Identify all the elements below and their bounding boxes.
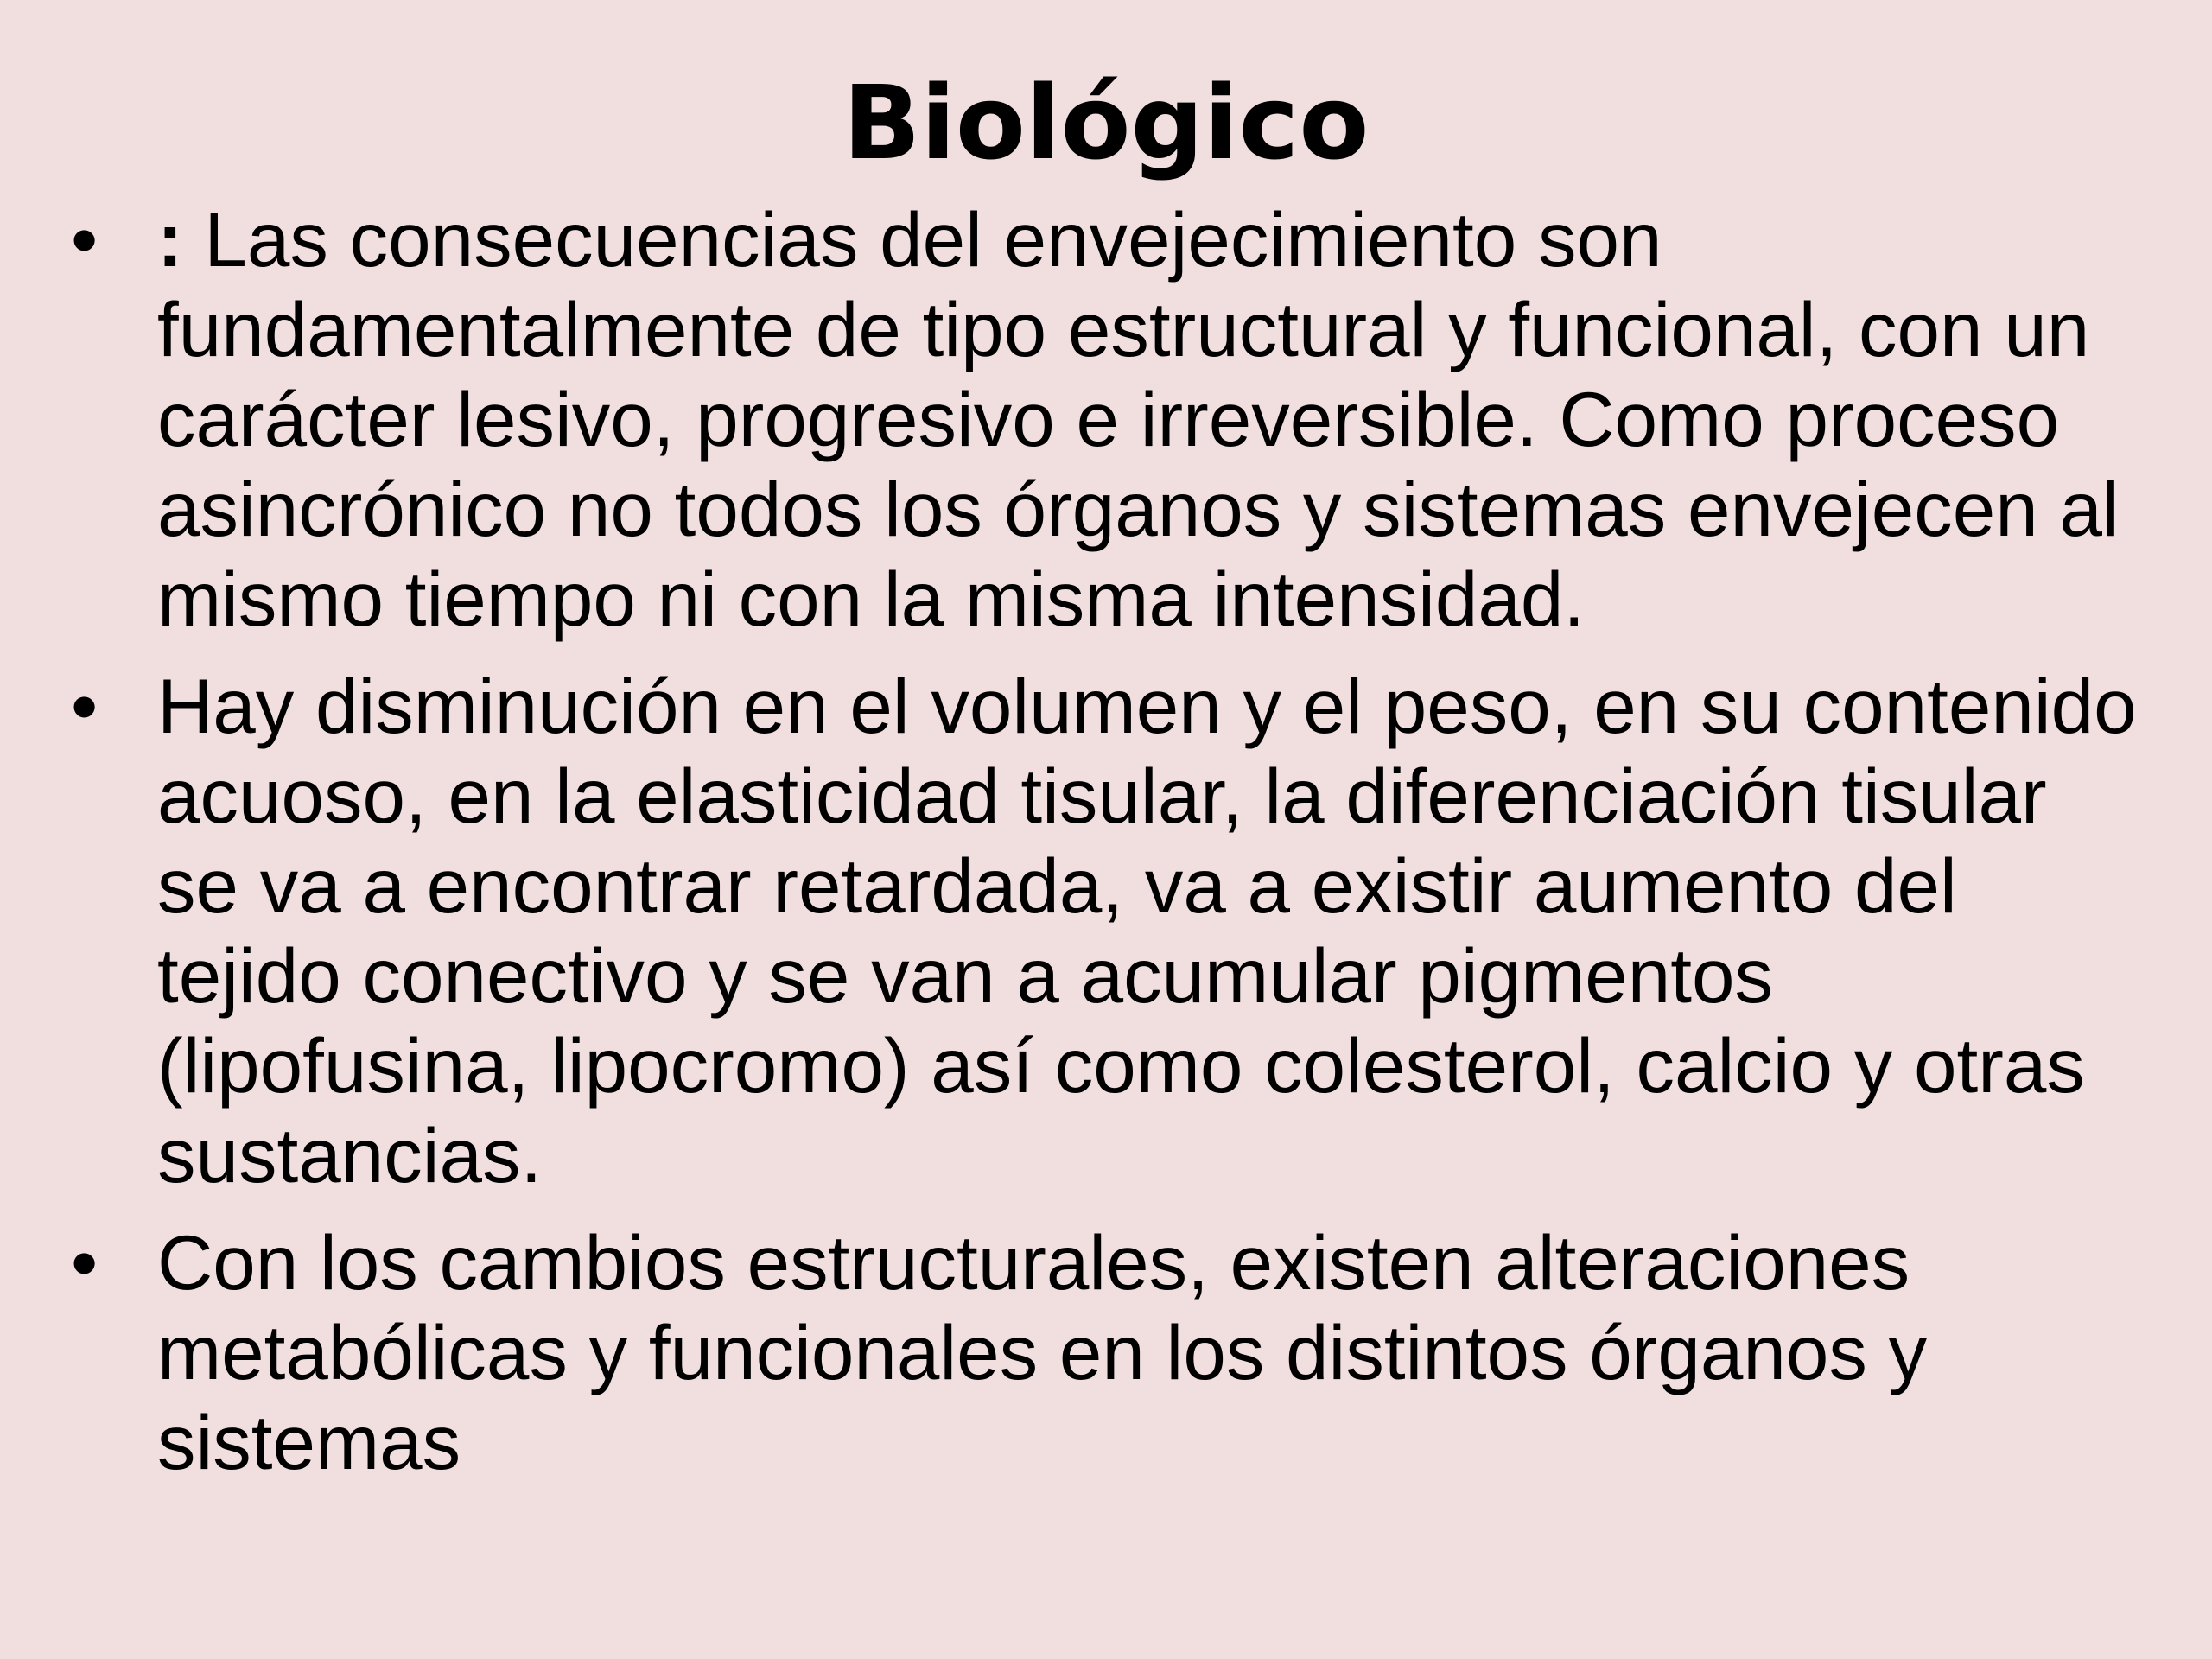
bullet-prefix: : (157, 196, 183, 283)
bullet-text: Hay disminución en el volumen y el peso, en su contenido acuoso, en la elasticidad tisular, la diferenciación tisular se va a encontrar retardada, va a existir aumento del tejido conectivo y se van a acumular pigmentos (lipofusina, lipocromo) así como colesterol, calcio y otras sustancias. (157, 663, 2137, 1198)
bullet-point-icon: • (71, 663, 99, 749)
bullet-list (71, 194, 2145, 1487)
bullet-text: Con los cambios estructurales, existen alteraciones metabólicas y funcionales en los distintos órganos y sistemas (157, 1219, 1928, 1485)
bullet-item-1 (71, 194, 2145, 644)
bullet-text: Las consecuencias del envejecimiento son fundamentalmente de tipo estructural y funcional, con un carácter lesivo, progresivo e irreversible. Como proceso asincrónico no todos los órganos y sistemas envejecen al mismo tiempo ni con la misma intensidad. (157, 196, 2120, 642)
bullet-item-2 (71, 661, 2145, 1200)
bullet-item-3 (71, 1217, 2145, 1487)
slide-title: Biológico (842, 63, 1370, 182)
bullet-point-icon: • (71, 196, 99, 283)
bullet-point-icon: • (71, 1219, 99, 1306)
